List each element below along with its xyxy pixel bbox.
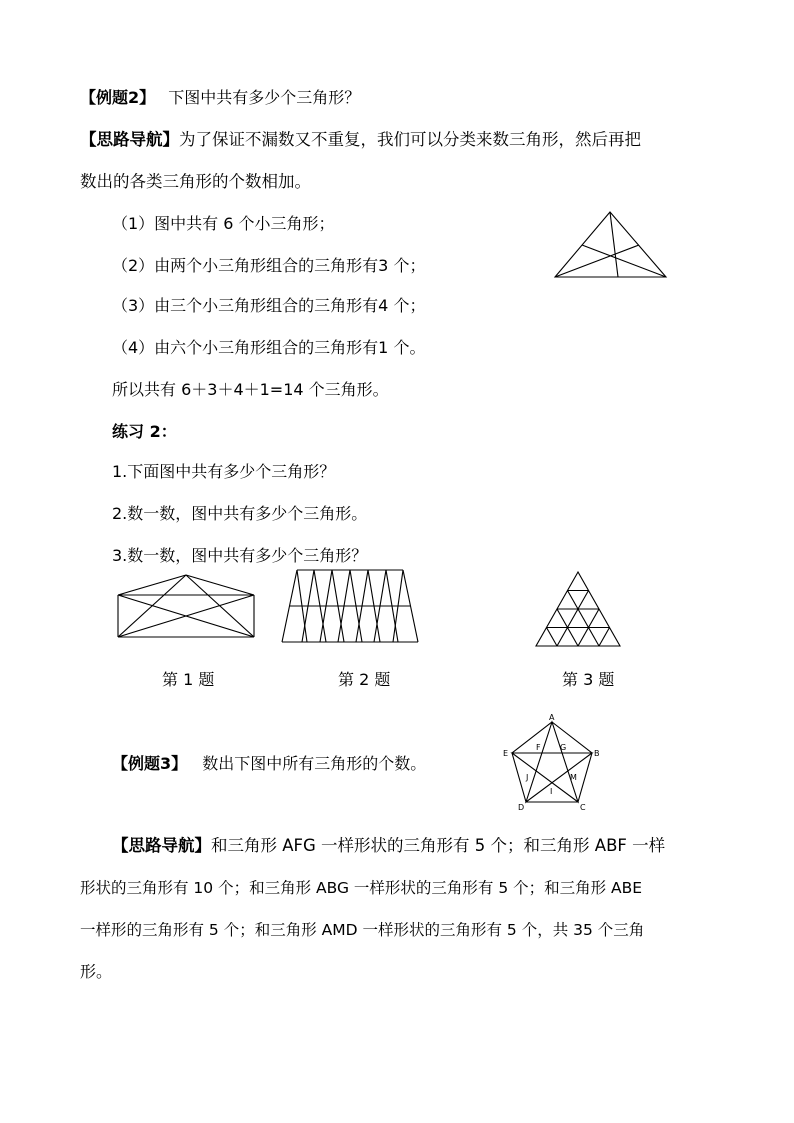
example2-question: 下图中共有多少个三角形？ (168, 88, 361, 107)
example2-summary: 所以共有 6＋3＋4＋1=14 个三角形。 (112, 380, 389, 399)
example3-guide-line1 (112, 836, 665, 856)
exercise2-title: 练习 2： (112, 422, 177, 441)
example2-heading (80, 88, 360, 108)
example3-guide-tag: 【思路导航】 (112, 836, 211, 855)
point-label-i: I (550, 787, 553, 796)
example3-heading (112, 754, 426, 774)
example2-tag: 【例题2】 (80, 88, 156, 107)
example2-step-4: （4）由六个小三角形组合的三角形有1 个。 (112, 338, 426, 357)
figure-caption-3: 第 3 题 (562, 670, 615, 689)
outer-triangle (555, 212, 666, 277)
example2-guide-line1 (80, 130, 641, 150)
example3-guide-line3: 一样形的三角形有 5 个；和三角形 AMD 一样形状的三角形有 5 个，共 35 个三角 (80, 921, 645, 939)
inner-line-3 (582, 245, 666, 277)
point-label-m: M (570, 773, 577, 782)
example3-question: 数出下图中所有三角形的个数。 (202, 754, 427, 773)
inner-line-2 (555, 245, 639, 277)
exercise2-item-2: 2.数一数，图中共有多少个三角形。 (112, 504, 368, 523)
example2-guide-line2: 数出的各类三角形的个数相加。 (80, 172, 311, 191)
example3-guide-line4: 形。 (80, 962, 113, 981)
example2-step-2: （2）由两个小三角形组合的三角形有3 个； (112, 256, 426, 275)
exercise2-item-1: 1.下面图中共有多少个三角形？ (112, 462, 336, 481)
exercise2-item-3: 3.数一数，图中共有多少个三角形？ (112, 546, 368, 565)
point-label-f: F (536, 743, 541, 752)
example3-tag: 【例题3】 (112, 754, 188, 773)
example2-step-3: （3）由三个小三角形组合的三角形有4 个； (112, 296, 426, 315)
example2-guide-text1: 为了保证不漏数又不重复，我们可以分类来数三角形，然后再把 (179, 130, 641, 149)
vertex-label-b: B (594, 749, 600, 758)
example3-pentagon-figure (500, 712, 604, 812)
exercise-figure-2 (280, 568, 420, 644)
vertex-label-e: E (503, 749, 509, 758)
example2-step-1: （1）图中共有 6 个小三角形； (112, 214, 335, 233)
example2-triangle-figure (552, 208, 668, 280)
exercise-figure-3 (534, 570, 622, 648)
figure-caption-2: 第 2 题 (338, 670, 391, 689)
example3-guide-text1: 和三角形 AFG 一样形状的三角形有 5 个；和三角形 ABF 一样 (211, 836, 666, 855)
example3-guide-line2: 形状的三角形有 10 个；和三角形 ABG 一样形状的三角形有 5 个；和三角形 ABE (80, 879, 643, 897)
vertex-label-c: C (580, 803, 586, 812)
exercise-figure-1 (116, 574, 256, 640)
point-label-j: J (526, 773, 529, 782)
vertex-label-a: A (549, 713, 555, 722)
point-label-g: G (560, 743, 567, 752)
example2-guide-tag: 【思路导航】 (80, 130, 179, 149)
figure-caption-1: 第 1 题 (162, 670, 215, 689)
inner-line-1 (610, 212, 618, 277)
vertex-label-d: D (518, 803, 525, 812)
